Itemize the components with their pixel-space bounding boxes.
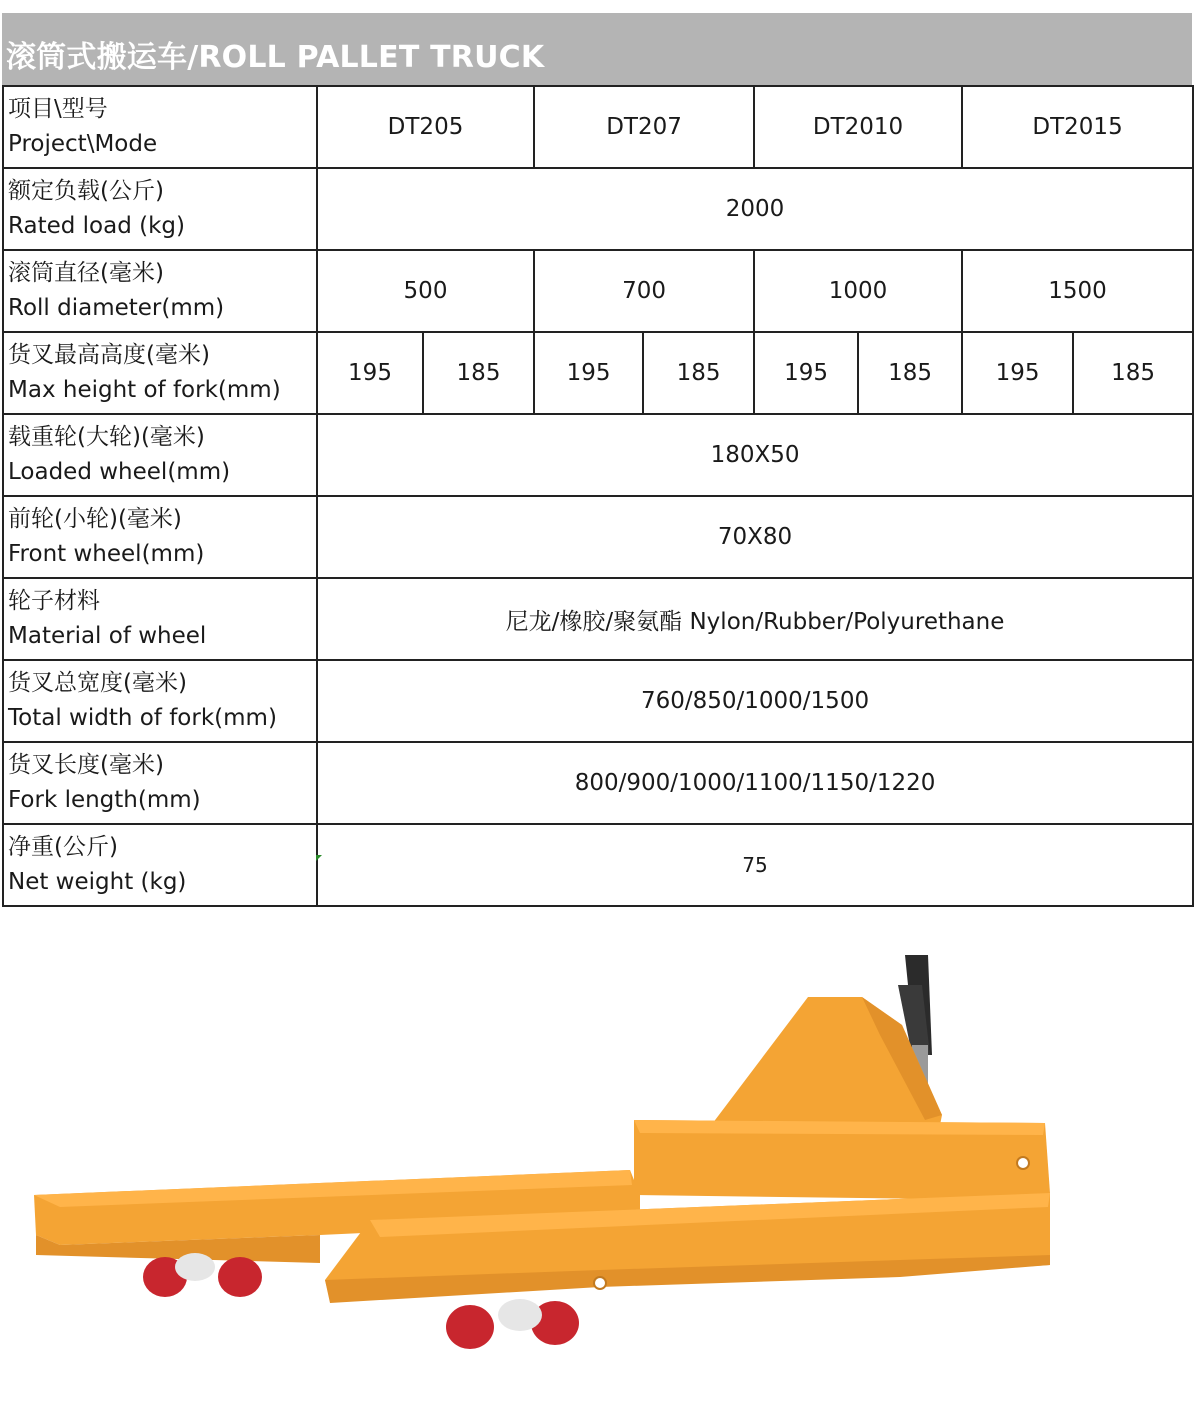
max-height-cell: 185 xyxy=(643,332,754,414)
max-height-cell: 185 xyxy=(858,332,962,414)
wheel-material-cell: 尼龙/橡胶/聚氨酯 Nylon/Rubber/Polyurethane xyxy=(317,578,1193,660)
spec-table xyxy=(2,85,1194,907)
table-row xyxy=(3,332,1193,414)
table-row xyxy=(3,168,1193,250)
max-height-cell: 185 xyxy=(423,332,534,414)
model-cell: DT207 xyxy=(534,86,754,168)
roll-pallet-truck-image xyxy=(0,945,1200,1421)
row-label-rated-load: 额定负载(公斤) Rated load (kg) xyxy=(3,168,317,250)
page-title: 滚筒式搬运车/ROLL PALLET TRUCK xyxy=(6,40,545,75)
model-cell: DT2015 xyxy=(962,86,1193,168)
max-height-cell: 195 xyxy=(317,332,423,414)
table-row xyxy=(3,496,1193,578)
loaded-wheel-cell: 180X50 xyxy=(317,414,1193,496)
net-weight-cell: 75 xyxy=(317,824,1193,906)
row-label-roll-diameter: 滚筒直径(毫米) Roll diameter(mm) xyxy=(3,250,317,332)
row-label-wheel-material: 轮子材料 Material of wheel xyxy=(3,578,317,660)
row-label-fork-length: 货叉长度(毫米) Fork length(mm) xyxy=(3,742,317,824)
roll-diameter-cell: 500 xyxy=(317,250,534,332)
row-label-loaded-wheel: 载重轮(大轮)(毫米) Loaded wheel(mm) xyxy=(3,414,317,496)
product-illustration xyxy=(0,945,1200,1421)
roll-diameter-cell: 700 xyxy=(534,250,754,332)
model-cell: DT2010 xyxy=(754,86,962,168)
roll-diameter-cell: 1000 xyxy=(754,250,962,332)
table-row xyxy=(3,414,1193,496)
wheel xyxy=(446,1305,494,1349)
roll-diameter-cell: 1500 xyxy=(962,250,1193,332)
max-height-cell: 185 xyxy=(1073,332,1193,414)
row-label-fork-width: 货叉总宽度(毫米) Total width of fork(mm) xyxy=(3,660,317,742)
table-row xyxy=(3,660,1193,742)
table-row xyxy=(3,578,1193,660)
table-row xyxy=(3,250,1193,332)
front-wheel-cell: 70X80 xyxy=(317,496,1193,578)
table-row xyxy=(3,742,1193,824)
table-row xyxy=(3,86,1193,168)
model-cell: DT205 xyxy=(317,86,534,168)
max-height-cell: 195 xyxy=(962,332,1073,414)
row-label-model: 项目\型号 Project\Mode xyxy=(3,86,317,168)
max-height-cell: 195 xyxy=(534,332,643,414)
fork-length-cell: 800/900/1000/1100/1150/1220 xyxy=(317,742,1193,824)
row-label-max-height: 货叉最高高度(毫米) Max height of fork(mm) xyxy=(3,332,317,414)
table-header-bar xyxy=(2,13,1192,85)
fork-width-cell: 760/850/1000/1500 xyxy=(317,660,1193,742)
row-label-net-weight: 净重(公斤) Net weight (kg) xyxy=(3,824,317,906)
table-row xyxy=(3,824,1193,906)
max-height-cell: 195 xyxy=(754,332,858,414)
rated-load-cell: 2000 xyxy=(317,168,1193,250)
row-label-front-wheel: 前轮(小轮)(毫米) Front wheel(mm) xyxy=(3,496,317,578)
cell-marker xyxy=(316,855,322,861)
